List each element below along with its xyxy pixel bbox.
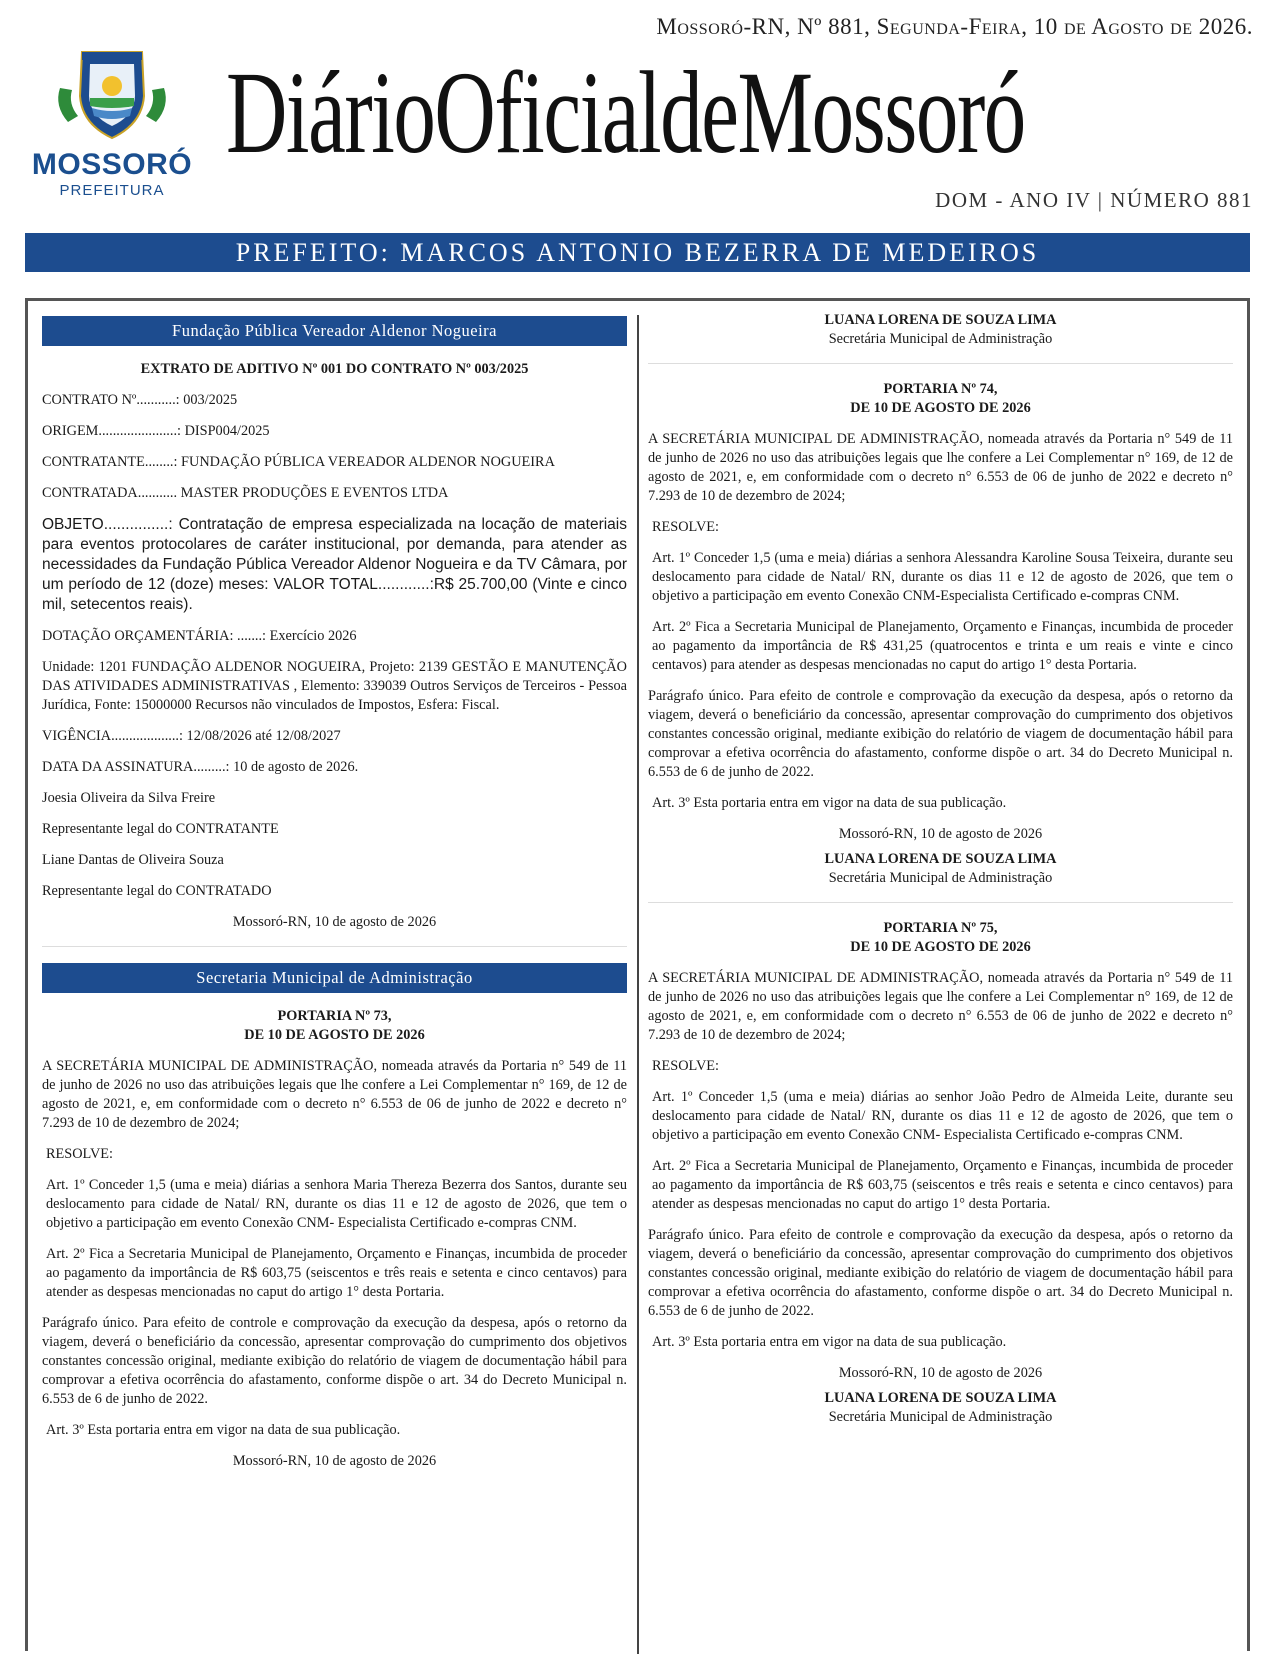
- place-date: Mossoró-RN, 10 de agosto de 2026: [232, 1453, 437, 1469]
- portaria-75-date: DE 10 DE AGOSTO DE 2026: [850, 939, 1031, 955]
- separator: [648, 363, 1233, 364]
- vigencia-field: VIGÊNCIA...................: 12/08/2026 até 12/08/2027: [42, 728, 341, 744]
- right-column: [648, 311, 1233, 1441]
- portaria-73-resolve: RESOLVE:: [46, 1146, 113, 1162]
- section-header-administracao: Secretaria Municipal de Administração: [42, 963, 627, 993]
- portaria-74-number: PORTARIA Nº 74,: [883, 381, 998, 397]
- place-date: Mossoró-RN, 10 de agosto de 2026: [838, 826, 1043, 842]
- portaria-75-resolve: RESOLVE:: [652, 1058, 719, 1074]
- signature-role: Secretária Municipal de Administração: [828, 331, 1053, 347]
- portaria-73-number: PORTARIA Nº 73,: [277, 1008, 392, 1024]
- portaria-74-art1: Art. 1º Conceder 1,5 (uma e meia) diárias a senhora Alessandra Karoline Sousa Teixeira, durante seu deslocamento para cidade de Natal/ RN, durante os dias 11 e 12 de agosto de 2026, que tem o objetivo a participação em evento Conexão CNM-Especialista Certificado e-compras CNM.: [652, 550, 1233, 604]
- city-seal-icon: [52, 46, 172, 146]
- separator: [42, 946, 627, 947]
- signature-name: LUANA LORENA DE SOUZA LIMA: [824, 312, 1057, 328]
- portaria-73-art2: Art. 2º Fica a Secretaria Municipal de Planejamento, Orçamento e Finanças, incumbida de proceder ao pagamento da importância de R$ 603,75 (seiscentos e três reais e setenta e cinco centavos) para atender as despesas mencionadas no caput do artigo 1° desta Portaria.: [46, 1246, 627, 1300]
- portaria-74-paragrafo: Parágrafo único. Para efeito de controle e comprovação da execução da despesa, após o retorno da viagem, deverá o beneficiário da concessão, apresentar comprovação do cumprimento dos objetivos constantes concessão original, mediante exibição do relatório de viagem de documentação hábil para comprovar a efetiva ocorrência do afastamento, conforme dispõe o art. 34 do Decreto Municipal n. 6.553 de 6 de junho de 2022.: [648, 688, 1233, 780]
- column-divider: [637, 315, 639, 1654]
- contratante-field: CONTRATANTE........: FUNDAÇÃO PÚBLICA VEREADOR ALDENOR NOGUEIRA: [42, 454, 555, 470]
- representative-name: Joesia Oliveira da Silva Freire: [42, 790, 216, 806]
- logo-city-name: MOSSORÓ: [31, 148, 193, 181]
- left-column: [42, 311, 627, 1483]
- portaria-75-paragrafo: Parágrafo único. Para efeito de controle e comprovação da execução da despesa, após o retorno da viagem, deverá o beneficiário da concessão, apresentar comprovação do cumprimento dos objetivos constantes concessão original, mediante exibição do relatório de viagem de documentação hábil para comprovar a efetiva ocorrência do afastamento, conforme dispõe o art. 34 do Decreto Municipal n. 6.553 de 6 de junho de 2022.: [648, 1227, 1233, 1319]
- dateline: Mossoró-RN, Nº 881, Segunda-Feira, 10 de Agosto de 2026.: [656, 14, 1253, 39]
- logo-subtitle: PREFEITURA: [59, 182, 165, 199]
- portaria-75-preamble: A SECRETÁRIA MUNICIPAL DE ADMINISTRAÇÃO, nomeada através da Portaria n° 549 de 11 de junho de 2026 no uso das atribuições legais que lhe confere a Lei Complementar n° 169, de 12 de agosto de 2021, e, em conformidade com o decreto n° 6.553 de 06 de junho de 2022 e decreto n° 7.293 de 10 de dezembro de 2024;: [648, 970, 1233, 1043]
- portaria-74-preamble: A SECRETÁRIA MUNICIPAL DE ADMINISTRAÇÃO, nomeada através da Portaria n° 549 de 11 de junho de 2026 no uso das atribuições legais que lhe confere a Lei Complementar n° 169, de 12 de agosto de 2021, e, em conformidade com o decreto n° 6.553 de 06 de junho de 2022 e decreto n° 7.293 de 10 de dezembro de 2024;: [648, 431, 1233, 504]
- signature-name: LUANA LORENA DE SOUZA LIMA: [824, 1390, 1057, 1406]
- origem-field: ORIGEM......................: DISP004/2025: [42, 423, 270, 439]
- portaria-74-date: DE 10 DE AGOSTO DE 2026: [850, 400, 1031, 416]
- signature-name: LUANA LORENA DE SOUZA LIMA: [824, 851, 1057, 867]
- masthead-title: DiárioOficialdeMossoró: [226, 47, 1025, 178]
- signature-role: Secretária Municipal de Administração: [828, 1409, 1053, 1425]
- portaria-75-art2: Art. 2º Fica a Secretaria Municipal de Planejamento, Orçamento e Finanças, incumbida de proceder ao pagamento da importância de R$ 603,75 (seiscentos e três reais e setenta e cinco centavos) para atender as despesas mencionadas no caput do artigo 1° desta Portaria.: [652, 1158, 1233, 1212]
- page-header: [0, 0, 1275, 280]
- place-date: Mossoró-RN, 10 de agosto de 2026: [838, 1365, 1043, 1381]
- separator: [648, 902, 1233, 903]
- portaria-73-preamble: A SECRETÁRIA MUNICIPAL DE ADMINISTRAÇÃO, nomeada através da Portaria n° 549 de 11 de junho de 2026 no uso das atribuições legais que lhe confere a Lei Complementar n° 169, de 12 de agosto de 2021, e, em conformidade com o decreto n° 6.553 de 06 de junho de 2022 e decreto n° 7.293 de 10 de dezembro de 2024;: [42, 1058, 627, 1131]
- contrato-field: CONTRATO Nº...........: 003/2025: [42, 392, 238, 408]
- mayor-banner: PREFEITO: MARCOS ANTONIO BEZERRA DE MEDEIROS: [25, 233, 1250, 272]
- representative-role: Representante legal do CONTRATADO: [42, 883, 272, 899]
- extrato-title: EXTRATO DE ADITIVO Nº 001 DO CONTRATO Nº 003/2025: [140, 361, 529, 377]
- portaria-74-art3: Art. 3º Esta portaria entra em vigor na data de sua publicação.: [652, 795, 1007, 811]
- contratada-field: CONTRATADA........... MASTER PRODUÇÕES E EVENTOS LTDA: [42, 485, 449, 501]
- edition-info: DOM - ANO IV | NÚMERO 881: [935, 188, 1253, 212]
- city-logo: [22, 46, 202, 206]
- portaria-75-number: PORTARIA Nº 75,: [883, 920, 998, 936]
- content-frame: [25, 298, 1250, 1651]
- section-header-fundacao: Fundação Pública Vereador Aldenor Nogueira: [42, 316, 627, 346]
- portaria-74-art2: Art. 2º Fica a Secretaria Municipal de Planejamento, Orçamento e Finanças, incumbida de proceder ao pagamento da importância de R$ 431,25 (quatrocentos e trinta e um reais e vinte e cinco centavos) para atender as despesas mencionadas no caput do artigo 1° desta Portaria.: [652, 619, 1233, 673]
- portaria-73-paragrafo: Parágrafo único. Para efeito de controle e comprovação da execução da despesa, após o retorno da viagem, deverá o beneficiário da concessão, apresentar comprovação do cumprimento dos objetivos constantes concessão original, mediante exibição do relatório de viagem de documentação hábil para comprovar a efetiva ocorrência do afastamento, conforme dispõe o art. 34 do Decreto Municipal n. 6.553 de 6 de junho de 2022.: [42, 1315, 627, 1407]
- objeto-field: OBJETO...............: Contratação de empresa especializada na locação de materiais para eventos protocolares de caráter institucional, por demanda, para atender as necessidades da Fundação Pública Vereador Aldenor Nogueira e da TV Câmara, por um período de 12 (doze) meses: VALOR TOTAL............:R$ 25.700,00 (Vinte e cinco mil, setecentos reais).: [42, 516, 627, 613]
- portaria-75-art3: Art. 3º Esta portaria entra em vigor na data de sua publicação.: [652, 1334, 1007, 1350]
- unidade-field: Unidade: 1201 FUNDAÇÃO ALDENOR NOGUEIRA, Projeto: 2139 GESTÃO E MANUTENÇÃO DAS ATIVIDADES ADMINISTRATIVAS , Elemento: 339039 Outros Serviços de Terceiros - Pessoa Jurídica, Fonte: 15000000 Recursos não vinculados de Impostos, Esfera: Fiscal.: [42, 659, 627, 713]
- data-assinatura-field: DATA DA ASSINATURA.........: 10 de agosto de 2026.: [42, 759, 359, 775]
- portaria-75-art1: Art. 1º Conceder 1,5 (uma e meia) diárias ao senhor João Pedro de Almeida Leite, durante seu deslocamento para cidade de Natal/ RN, durante os dias 11 e 12 de agosto de 2026, que tem o objetivo a participação em evento Conexão CNM- Especialista Certificado e-compras CNM.: [652, 1089, 1233, 1143]
- dotacao-field: DOTAÇÃO ORÇAMENTÁRIA: .......: Exercício 2026: [42, 628, 357, 644]
- signature-role: Secretária Municipal de Administração: [828, 870, 1053, 886]
- portaria-73-art1: Art. 1º Conceder 1,5 (uma e meia) diárias a senhora Maria Thereza Bezerra dos Santos, durante seu deslocamento para cidade de Natal/ RN, durante os dias 11 e 12 de agosto de 2026, que tem o objetivo a participação em evento Conexão CNM- Especialista Certificado e-compras CNM.: [46, 1177, 627, 1231]
- representative-role: Representante legal do CONTRATANTE: [42, 821, 279, 837]
- portaria-73-art3: Art. 3º Esta portaria entra em vigor na data de sua publicação.: [46, 1422, 401, 1438]
- portaria-74-resolve: RESOLVE:: [652, 519, 719, 535]
- representative-name: Liane Dantas de Oliveira Souza: [42, 852, 224, 868]
- place-date: Mossoró-RN, 10 de agosto de 2026: [232, 914, 437, 930]
- portaria-73-date: DE 10 DE AGOSTO DE 2026: [244, 1027, 425, 1043]
